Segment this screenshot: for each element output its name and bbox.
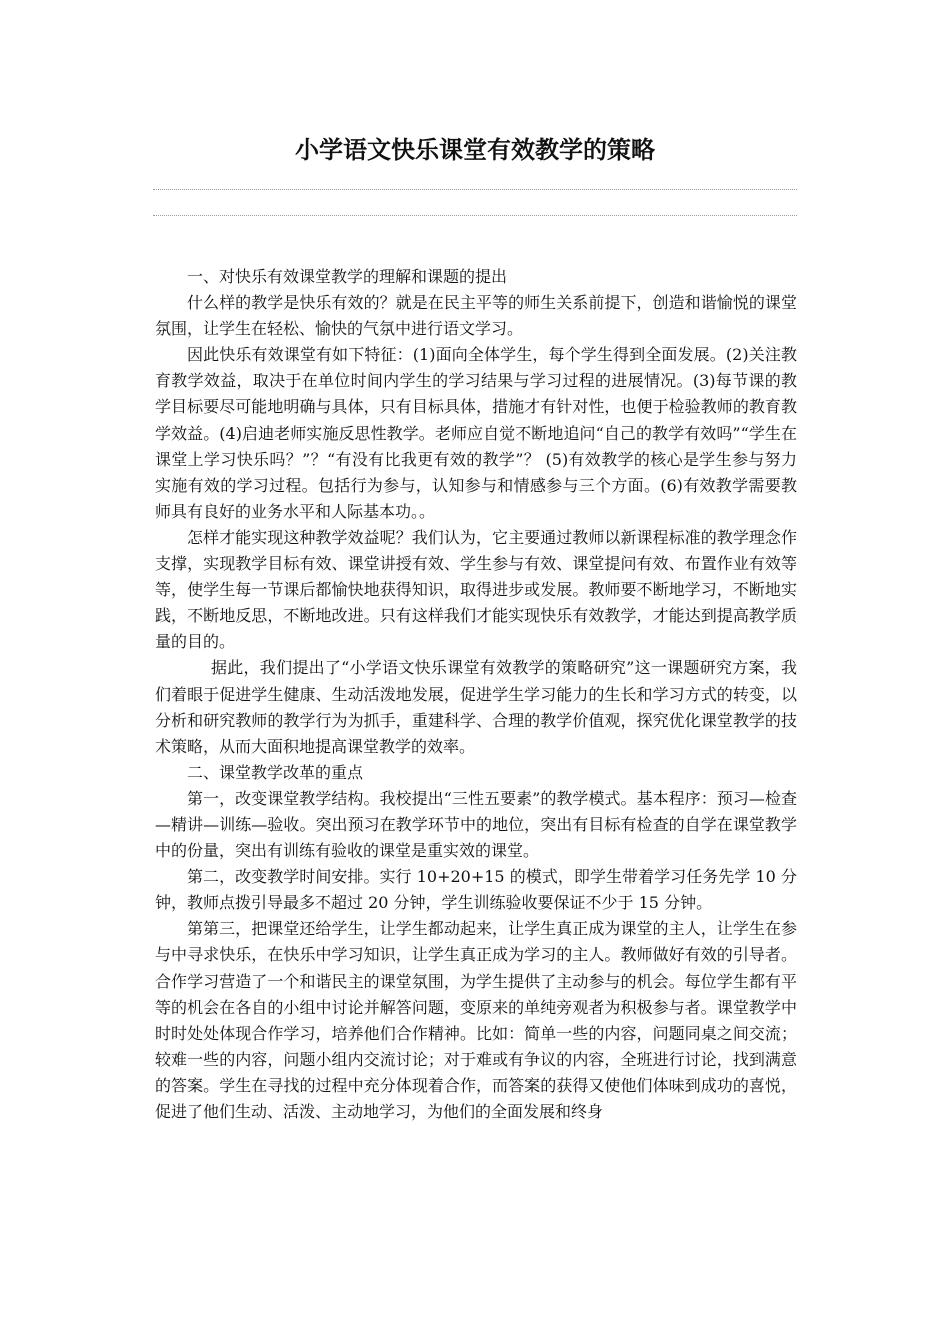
paragraph: 因此快乐有效课堂有如下特征：(1)面向全体学生，每个学生得到全面发展。(2)关注教育教学效益，取决于在单位时间内学生的学习结果与学习过程的进展情况。(3)每节课的教学目标要尽可能地明确与具体，只有目标具体，措施才有针对性，也便于检验教师的教育教学效益。(4)启迪老师实施反思性教学。老师应自觉不断地追问“自己的教学有效吗”“学生在课堂上学习快乐吗？”？“有没有比我更有效的教学”？ (5)有效教学的核心是学生参与努力实施有效的学习过程。包括行为参与，认知参与和情感参与三个方面。(6)有效教学需要教师具有良好的业务水平和人际基本功。。 [155, 345, 797, 521]
document-title: 小学语文快乐课堂有效教学的策略 [295, 135, 655, 164]
paragraph: 怎样才能实现这种教学效益呢？我们认为，它主要通过教师以新课程标准的教学理念作支撑，实现教学目标有效、课堂讲授有效、学生参与有效、课堂提问有效、布置作业有效等等，使学生每一节课后都愉快地获得知识，取得进步或发展。教师要不断地学习，不断地实践，不断地反思，不断地改进。只有这样我们才能实现快乐有效教学，才能达到提高教学质量的目的。 [155, 527, 797, 652]
document-body [155, 264, 797, 1125]
section-heading-2: 二、课堂教学改革的重点 [187, 762, 364, 782]
section-heading-1: 一、对快乐有效课堂教学的理解和课题的提出 [187, 267, 508, 286]
paragraph: 什么样的教学是快乐有效的？就是在民主平等的师生关系前提下，创造和谐愉悦的课堂氛围，让学生在轻松、愉快的气氛中进行语文学习。 [155, 293, 797, 339]
paragraph: 据此，我们提出了“小学语文快乐课堂有效教学的策略研究”这一课题研究方案，我们着眼于促进学生健康、生动活泼地发展，促进学生学习能力的生长和学习方式的转变，以分析和研究教师的教学行为为抓手，重建科学、合理的教学价值观，探究优化课堂教学的技术策略，从而大面积地提高课堂教学的效率。 [155, 658, 797, 756]
paragraph: 第一，改变课堂教学结构。我校提出“三性五要素”的教学模式。基本程序：预习—检查—精讲—训练—验收。突出预习在教学环节中的地位，突出有目标有检查的自学在课堂教学中的份量，突出有训练有验收的课堂是重实效的课堂。 [155, 788, 797, 861]
title-divider-bottom [153, 215, 797, 216]
paragraph: 第第三，把课堂还给学生，让学生都动起来，让学生真正成为课堂的主人，让学生在参与中寻求快乐，在快乐中学习知识，让学生真正成为学习的主人。教师做好有效的引导者。合作学习营造了一个和谐民主的课堂氛围，为学生提供了主动参与的机会。每位学生都有平等的机会在各自的小组中讨论并解答问题，变原来的单纯旁观者为积极参与者。课堂教学中时时处处体现合作学习，培养他们合作精神。比如：简单一些的内容，问题同桌之间交流；较难一些的内容，问题小组内交流讨论；对于难或有争议的内容，全班进行讨论，找到满意的答案。学生在寻找的过程中充分体现着合作，而答案的获得又使他们体味到成功的喜悦，促进了他们生动、活泼、主动地学习，为他们的全面发展和终身 [155, 919, 797, 1121]
paragraph: 第二，改变教学时间安排。实行 10+20+15 的模式，即学生带着学习任务先学 10 分钟，教师点拨引导最多不超过 20 分钟，学生训练验收要保证不少于 15 分钟。 [155, 867, 797, 913]
title-divider-top [153, 189, 797, 190]
